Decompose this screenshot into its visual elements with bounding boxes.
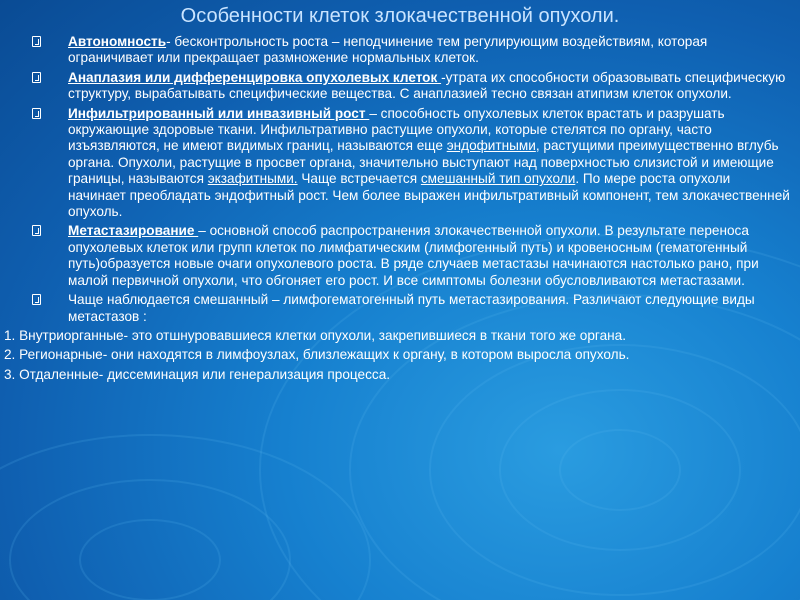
numbered-item-1: 1. Внутриорганные- это отшнуровавшиеся клетки опухоли, закрепившиеся в ткани того же органа. <box>4 327 626 343</box>
link-mixed-type[interactable]: смешанный тип опухоли <box>420 171 576 187</box>
term-metastasis: Метастазирование <box>68 223 199 239</box>
item-text: Чаще встречается <box>297 171 421 187</box>
slide-content <box>4 34 790 386</box>
numbered-item-2: 2. Регионарные- они находятся в лимфоузлах, близлежащих к органу, в котором выросла опухоль. <box>4 347 630 363</box>
list-item-invasive-growth <box>32 106 790 221</box>
checkmark-bullet-icon <box>32 108 41 119</box>
term-autonomy: Автономность <box>68 34 167 49</box>
item-text: – способность опухолевых клеток врастать и разрушать окружающие здоровые ткани. Инфильтративно растущие опухоли, которые стелятся по органу, часто изъязвляются, не имеют видимых границ, называются еще <box>68 105 725 154</box>
list-item-autonomy <box>32 34 790 67</box>
item-text: -утрата их способности образовывать специфическую структуру, вырабатывать специфические вещества. С анаплазией тесно связан атипизм клеток опухоли. <box>68 69 786 102</box>
list-item-metastasis <box>32 223 790 289</box>
link-endophytic[interactable]: эндофитными <box>446 138 536 154</box>
checkmark-bullet-icon <box>32 294 41 305</box>
slide-title: Особенности клеток злокачественной опухоли. <box>180 5 620 27</box>
checkmark-bullet-icon <box>32 36 41 47</box>
item-text: – основной способ распространения злокачественной опухоли. В результате переноса опухолевых клеток или групп клеток по лимфатическим (лимфогенный путь) и кровеносным (гематогенный путь)образуется новые очаги опухолевого роста. В ряде случаев метастазы начинаются настолько рано, при малой первичной опухоли, что обгоняет его рост. И все симптомы болезни обусловливаются метастазами. <box>68 223 759 288</box>
item-text: Чаще наблюдается смешанный – лимфогематогенный путь метастазирования. Различают следующие виды метастазов : <box>68 292 755 324</box>
list-item-mixed-path <box>32 292 790 325</box>
numbered-item-3: 3. Отдаленные- диссеминация или генерализация процесса. <box>4 366 391 382</box>
checkmark-bullet-icon <box>32 72 41 83</box>
item-text: , растущими преимущественно вглубь органа. Опухоли, растущие в просвет органа, значительно выступают над поверхностью слизистой и имеющие границы, называются <box>68 138 779 187</box>
term-invasive-growth: Инфильтрированный или инвазивный рост <box>68 105 370 121</box>
item-text: . По мере роста опухоли начинает преобладать эндофитный рост. Чем более выражен инфильтративный компонент, тем злокачественней опухоль. <box>68 171 790 220</box>
term-anaplasia: Анаплазия или дифференцировка опухолевых клеток <box>68 69 442 85</box>
checkmark-bullet-icon <box>32 225 41 236</box>
item-text: - бесконтрольность роста – неподчинение тем регулирующим воздействиям, которая ограничивает или прекращает размножение нормальных клеток. <box>68 34 708 66</box>
link-exophytic[interactable]: экзафитными. <box>207 171 298 187</box>
list-item-anaplasia <box>32 70 790 103</box>
